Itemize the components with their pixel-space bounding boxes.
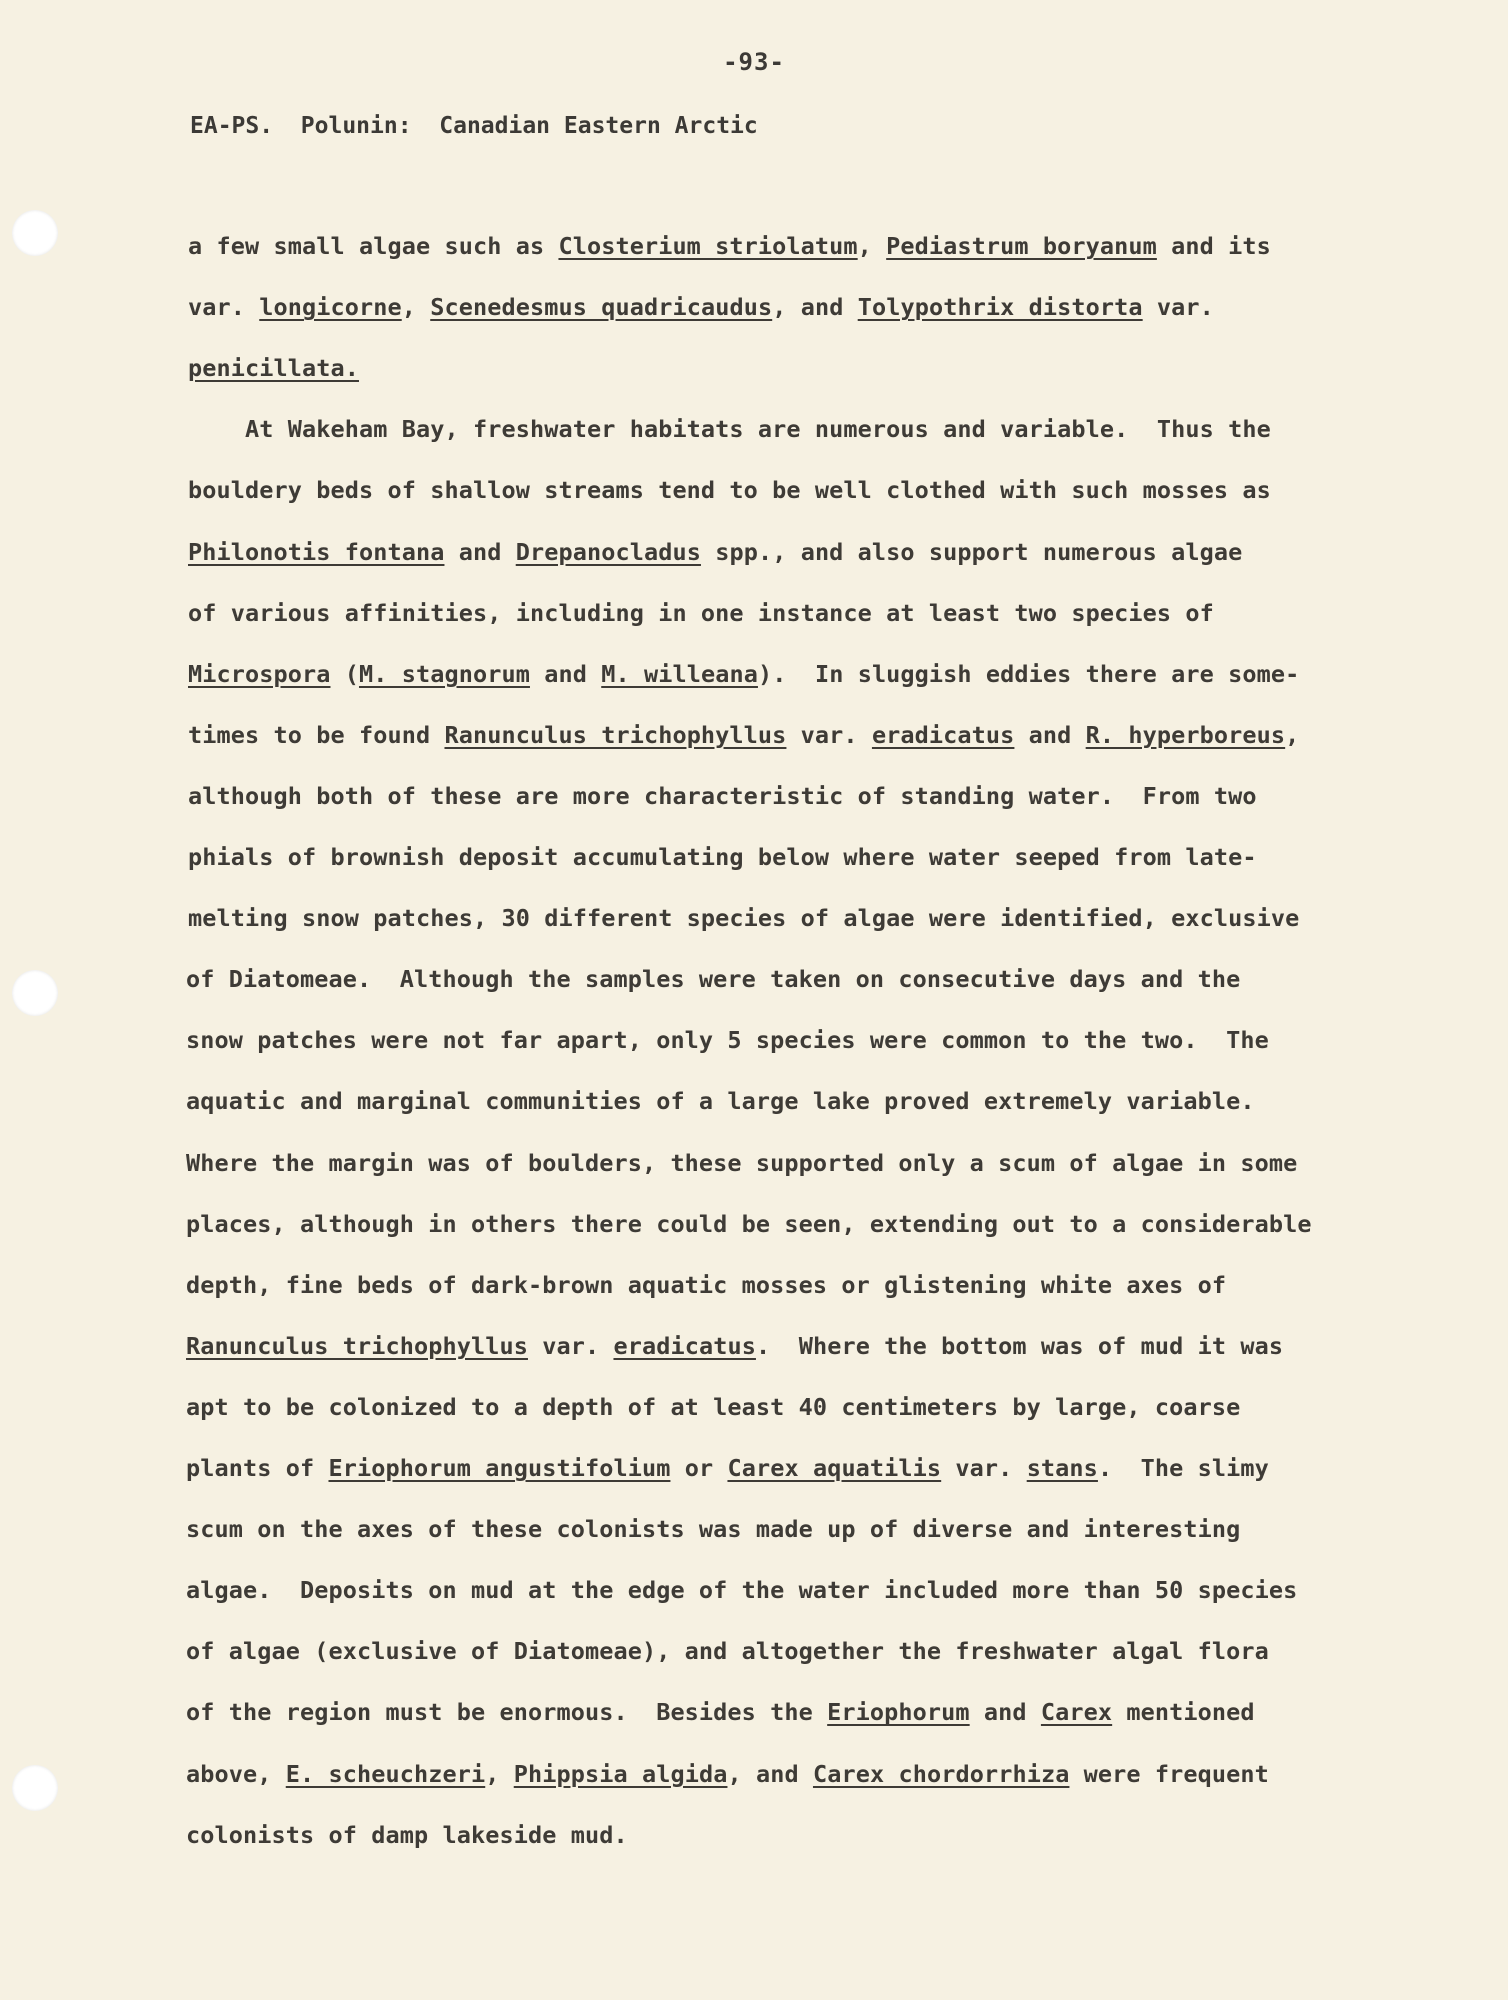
text-line	[188, 776, 1257, 816]
text-line	[188, 898, 1299, 938]
text-line	[186, 1143, 1297, 1183]
underlined-taxon: Scenedesmus quadricaudus	[430, 293, 773, 322]
text-segment: , and	[727, 1759, 813, 1788]
text-segment: apt to be colonized to a depth of at least 40 centimeters by large, coarse	[186, 1392, 1241, 1421]
text-segment: plants of	[186, 1454, 329, 1482]
text-line	[188, 348, 359, 388]
text-line	[188, 837, 1257, 877]
text-line	[188, 715, 1299, 755]
text-segment: depth, fine beds of dark-brown aquatic mosses or glistening white axes of	[186, 1270, 1227, 1299]
underlined-taxon: Carex chordorrhiza	[812, 1759, 1070, 1788]
underlined-taxon: Ranunculus trichophyllus	[186, 1331, 528, 1360]
underlined-taxon: eradicatus	[871, 720, 1015, 749]
text-segment: a few small algae such as	[188, 232, 559, 260]
underlined-taxon: longicorne	[259, 293, 402, 322]
text-segment: Where the margin was of boulders, these supported only a scum of algae in some	[186, 1148, 1298, 1177]
underlined-taxon: Philonotis fontana	[188, 537, 445, 566]
text-line	[186, 1570, 1297, 1610]
text-segment: algae. Deposits on mud at the edge of the water included more than 50 species	[186, 1576, 1298, 1605]
text-line	[188, 654, 1299, 694]
text-segment: ,	[401, 293, 431, 322]
text-segment: of various affinities, including in one instance at least two species of	[188, 598, 1214, 627]
underlined-taxon: Carex aquatilis	[727, 1454, 942, 1482]
text-line	[186, 1387, 1240, 1427]
text-segment: ,	[485, 1759, 514, 1788]
underlined-taxon: Microspora	[188, 659, 331, 688]
text-segment: although both of these are more characteristic of standing water. From two	[188, 781, 1257, 810]
text-segment: var.	[527, 1331, 614, 1360]
underlined-taxon: E. scheuchzeri	[285, 1759, 486, 1788]
text-segment: snow patches were not far apart, only 5 species were common to the two. The	[186, 1026, 1269, 1055]
underlined-taxon: stans	[1026, 1454, 1098, 1482]
underlined-taxon: Pediastrum boryanum	[886, 232, 1157, 260]
text-segment: and	[969, 1698, 1041, 1727]
underlined-taxon: Phippsia algida	[513, 1759, 728, 1788]
text-line	[186, 1326, 1283, 1366]
underlined-taxon: penicillata.	[188, 354, 359, 383]
text-segment: of Diatomeae. Although the samples were taken on consecutive days and the	[186, 965, 1241, 994]
text-segment: var.	[188, 293, 260, 322]
text-segment: of the region must be enormous. Besides the	[186, 1698, 828, 1727]
text-segment: var.	[941, 1454, 1027, 1482]
text-line	[188, 226, 1271, 266]
text-segment: and	[1014, 720, 1086, 749]
text-segment: . The slimy	[1097, 1454, 1269, 1482]
underlined-taxon: Tolypothrix distorta	[857, 293, 1143, 322]
text-segment: . Where the bottom was of mud it was	[755, 1331, 1284, 1360]
underlined-taxon: Carex	[1040, 1698, 1113, 1727]
text-segment: times to be found	[188, 720, 445, 749]
text-segment: spp., and also support numerous algae	[700, 537, 1243, 566]
text-segment: aquatic and marginal communities of a large lake proved extremely variable.	[186, 1087, 1255, 1116]
punch-hole	[12, 210, 58, 256]
text-segment: , and	[772, 293, 858, 322]
underlined-taxon: eradicatus	[613, 1331, 756, 1360]
punch-hole	[12, 970, 58, 1016]
text-line	[186, 1754, 1269, 1794]
text-line	[186, 959, 1240, 999]
text-line	[186, 1448, 1269, 1488]
underlined-taxon: Drepanocladus	[515, 537, 701, 566]
text-segment: and	[529, 659, 602, 688]
text-segment: bouldery beds of shallow streams tend to be well clothed with such mosses as	[188, 476, 1271, 505]
underlined-taxon: Ranunculus trichophyllus	[444, 720, 787, 749]
text-line	[188, 470, 1271, 510]
text-segment: scum on the axes of these colonists was made up of diverse and interesting	[186, 1515, 1241, 1544]
text-segment: and	[444, 537, 516, 566]
underlined-taxon: M. willeana	[601, 659, 758, 688]
running-head: EA-PS. Polunin: Canadian Eastern Arctic	[190, 113, 758, 139]
text-segment: places, although in others there could be seen, extending out to a considerable	[186, 1209, 1312, 1238]
text-line	[186, 1204, 1312, 1244]
text-segment: (	[330, 659, 359, 688]
text-line	[186, 1020, 1269, 1060]
text-line	[186, 1692, 1255, 1732]
text-line	[188, 593, 1214, 633]
text-segment: ,	[857, 232, 887, 260]
text-line	[186, 1265, 1226, 1305]
text-segment: ,	[1285, 720, 1300, 749]
underlined-taxon: M. stagnorum	[358, 659, 530, 688]
text-line	[186, 1081, 1255, 1121]
underlined-taxon: Closterium striolatum	[558, 232, 858, 260]
text-line	[188, 409, 1271, 449]
text-segment: were frequent	[1069, 1759, 1269, 1788]
punch-hole	[12, 1765, 58, 1811]
text-segment: phials of brownish deposit accumulating below where water seeped from late-	[188, 843, 1257, 871]
text-segment: and its	[1156, 232, 1271, 260]
page-number: -93-	[723, 48, 785, 76]
text-segment: At Wakeham Bay, freshwater habitats are numerous and variable. Thus the	[188, 415, 1271, 444]
text-segment: var.	[1142, 293, 1214, 322]
text-segment: melting snow patches, 30 different species of algae were identified, exclusive	[188, 904, 1300, 933]
underlined-taxon: R. hyperboreus	[1085, 720, 1286, 749]
text-segment: above,	[186, 1759, 286, 1788]
text-line	[186, 1631, 1269, 1671]
text-line	[186, 1509, 1240, 1549]
text-line	[188, 532, 1242, 572]
text-segment: ). In sluggish eddies there are some-	[757, 659, 1300, 688]
text-segment: or	[670, 1454, 728, 1482]
text-segment: var.	[786, 720, 872, 749]
text-line	[186, 1815, 628, 1855]
text-segment: of algae (exclusive of Diatomeae), and altogether the freshwater algal flora	[186, 1637, 1269, 1666]
text-segment: mentioned	[1112, 1698, 1255, 1727]
underlined-taxon: Eriophorum	[827, 1698, 970, 1727]
text-segment: colonists of damp lakeside mud.	[186, 1820, 628, 1849]
text-line	[188, 287, 1214, 327]
underlined-taxon: Eriophorum angustifolium	[328, 1454, 671, 1482]
